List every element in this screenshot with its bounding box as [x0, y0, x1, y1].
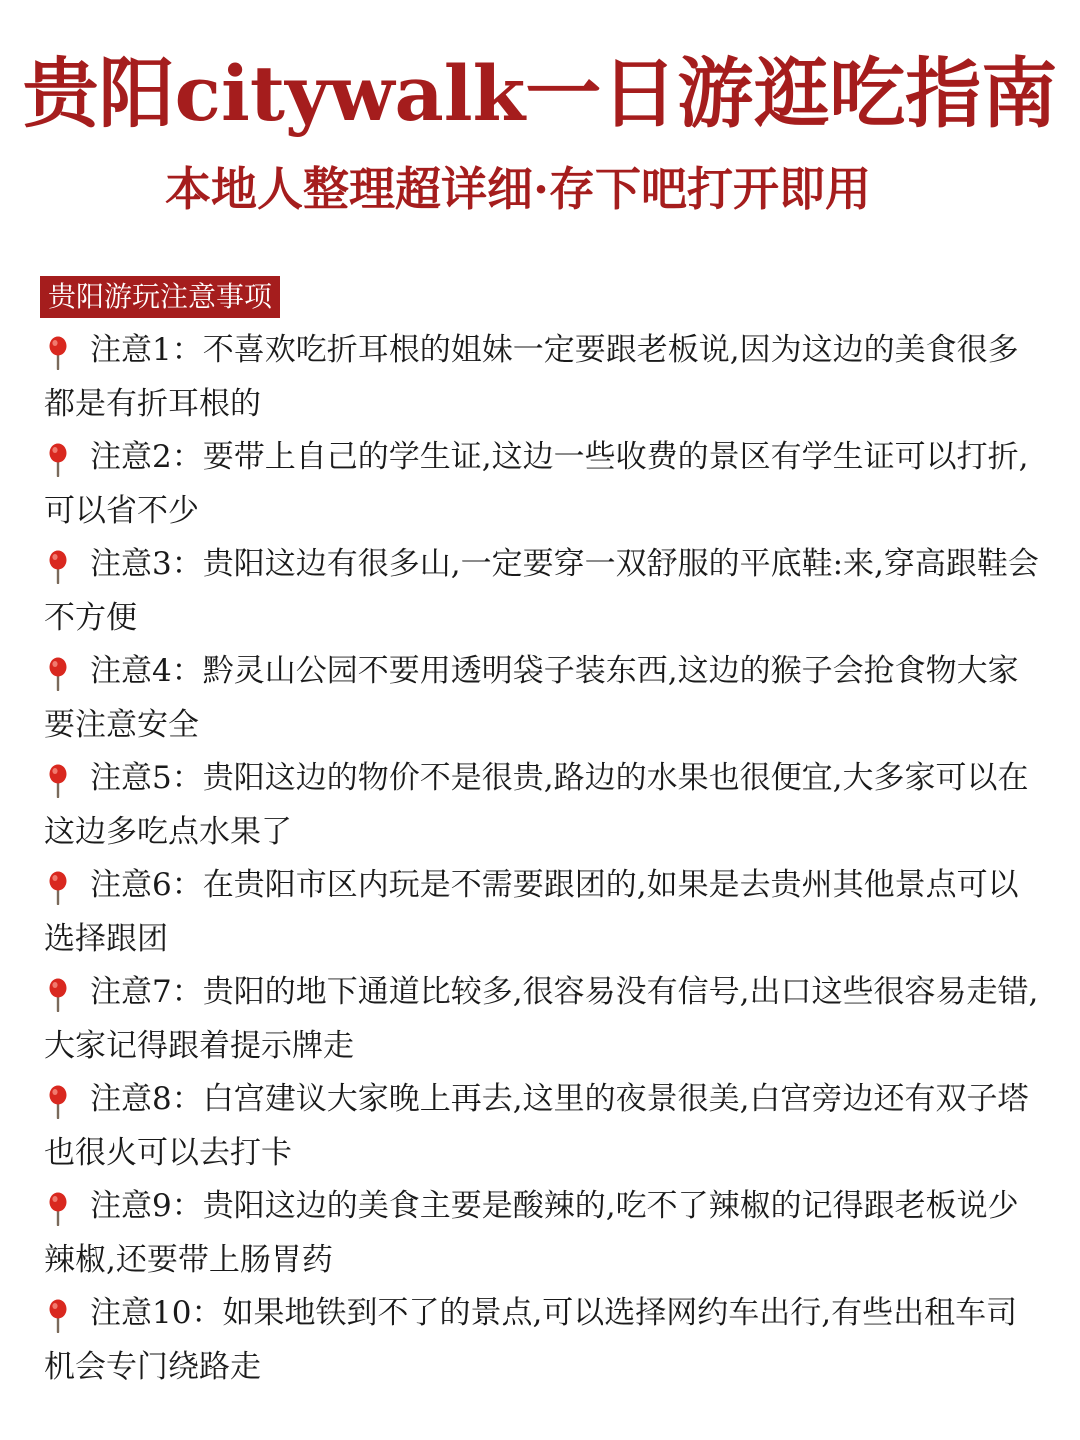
pushpin-icon — [46, 443, 70, 477]
note-label: 注意2： — [90, 439, 203, 475]
page-subtitle: 本地人整理超详细·存下吧打开即用 — [164, 162, 871, 216]
note-label: 注意7： — [90, 974, 203, 1010]
note-text: 要带上自己的学生证,这边一些收费的景区有学生证可以打折,可以省不少 — [44, 439, 1029, 529]
pushpin-icon — [46, 657, 70, 691]
note-label: 注意4： — [90, 653, 203, 689]
note-label: 注意1： — [90, 332, 203, 368]
note-item — [44, 324, 1044, 431]
notes-list — [44, 324, 1044, 1394]
pushpin-icon — [46, 871, 70, 905]
note-item — [44, 859, 1044, 966]
note-item — [44, 645, 1044, 752]
note-label: 注意5： — [90, 760, 203, 796]
note-text: 在贵阳市区内玩是不需要跟团的,如果是去贵州其他景点可以选择跟团 — [44, 867, 1019, 957]
pushpin-icon — [46, 764, 70, 798]
pushpin-icon — [46, 1085, 70, 1119]
note-label: 注意6： — [90, 867, 203, 903]
note-text: 黔灵山公园不要用透明袋子装东西,这边的猴子会抢食物大家要注意安全 — [44, 653, 1019, 743]
note-text: 如果地铁到不了的景点,可以选择网约车出行,有些出租车司机会专门绕路走 — [44, 1295, 1018, 1385]
note-item — [44, 431, 1044, 538]
pushpin-icon — [46, 1299, 70, 1333]
note-label: 注意10： — [90, 1295, 223, 1331]
note-text: 贵阳这边的物价不是很贵,路边的水果也很便宜,大多家可以在这边多吃点水果了 — [44, 760, 1029, 850]
note-text: 贵阳这边的美食主要是酸辣的,吃不了辣椒的记得跟老板说少辣椒,还要带上肠胃药 — [44, 1188, 1019, 1278]
page-title: 贵阳citywalk一日游逛吃指南 — [22, 49, 1058, 138]
note-label: 注意3： — [90, 546, 203, 582]
note-text: 不喜欢吃折耳根的姐妹一定要跟老板说,因为这边的美食很多都是有折耳根的 — [44, 332, 1019, 422]
pushpin-icon — [46, 978, 70, 1012]
note-item — [44, 538, 1044, 645]
pushpin-icon — [46, 550, 70, 584]
note-item — [44, 1073, 1044, 1180]
pushpin-icon — [46, 336, 70, 370]
note-text: 贵阳这边有很多山,一定要穿一双舒服的平底鞋:来,穿高跟鞋会不方便 — [44, 546, 1039, 636]
note-item — [44, 1180, 1044, 1287]
note-item — [44, 752, 1044, 859]
note-text: 贵阳的地下通道比较多,很容易没有信号,出口这些很容易走错,大家记得跟着提示牌走 — [44, 974, 1039, 1064]
note-text: 白宫建议大家晚上再去,这里的夜景很美,白宫旁边还有双子塔也很火可以去打卡 — [44, 1081, 1029, 1171]
pushpin-icon — [46, 1192, 70, 1226]
note-label: 注意8： — [90, 1081, 203, 1117]
note-item — [44, 1287, 1044, 1394]
note-item — [44, 966, 1044, 1073]
note-label: 注意9： — [90, 1188, 203, 1224]
section-label: 贵阳游玩注意事项 — [40, 276, 280, 318]
